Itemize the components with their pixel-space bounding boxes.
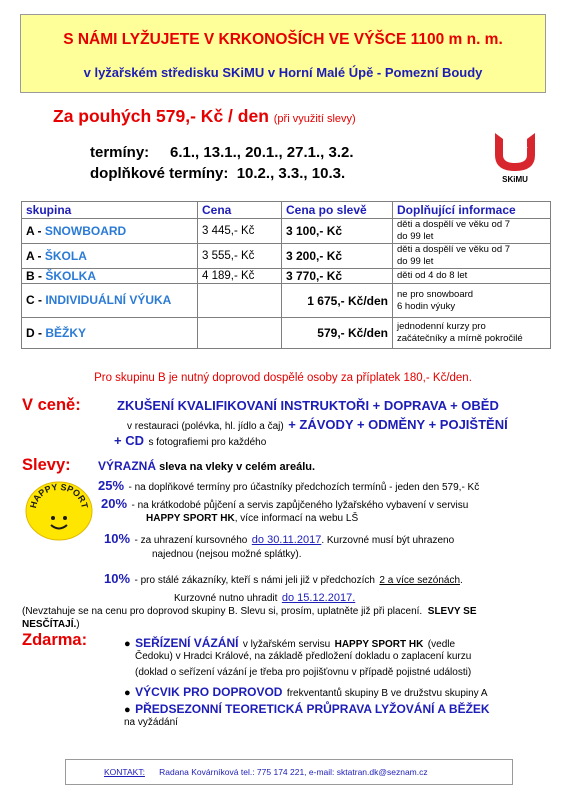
group-code: A - bbox=[26, 224, 45, 238]
header-discount: Cena po slevě bbox=[282, 202, 393, 219]
group-cell bbox=[22, 219, 198, 244]
free-bullet-1-line3: (doklad o seřízení vázání je třeba pro pojišťovnu v případě pojistné události) bbox=[135, 667, 472, 678]
free-bullet-1 bbox=[124, 634, 455, 652]
group-activity: ŠKOLKA bbox=[45, 269, 97, 283]
contact-line bbox=[104, 767, 428, 777]
group-cell bbox=[22, 318, 198, 349]
table-row bbox=[22, 284, 551, 318]
contact-email-link[interactable]: sktatran.dk@seznam.cz bbox=[336, 767, 428, 777]
group-activity: BĚŽKY bbox=[45, 326, 87, 340]
discount-cell: 3 770,- Kč bbox=[282, 269, 393, 284]
discount-cell: 1 675,- Kč/den bbox=[282, 284, 393, 318]
included-restaurant: v restauraci (polévka, hl. jídlo a čaj) bbox=[127, 421, 284, 432]
info-cell bbox=[393, 318, 551, 349]
skimu-logo bbox=[492, 127, 538, 187]
discount-percent: 10% bbox=[104, 571, 131, 586]
included-extras: + ZÁVODY + ODMĚNY + POJIŠTĚNÍ bbox=[288, 417, 508, 432]
included-line1: ZKUŠENÍ KVALIFIKOVANÍ INSTRUKTOŘI + DOPRAVA + OBĚD bbox=[117, 398, 499, 413]
discount-10-early bbox=[104, 530, 454, 548]
info-line: 6 hodin výuky bbox=[397, 300, 456, 312]
discount-text: - na doplňkové termíny pro účastníky předchozích termínů - jeden den 579,- Kč bbox=[128, 482, 480, 493]
discount-text: Kurzovné nutno uhradit bbox=[174, 593, 278, 604]
discounts-intro bbox=[98, 459, 315, 473]
info-line: začátečníky a mírně pokročilé bbox=[397, 333, 523, 344]
banner-title: S NÁMI LYŽUJETE V KRKONOŠÍCH VE VÝŠCE 1100 m n. m. bbox=[63, 31, 503, 48]
logo-text: SKiMU bbox=[502, 175, 528, 184]
price-table bbox=[21, 201, 551, 349]
free-item-bold: SEŘÍZENÍ VÁZÁNÍ bbox=[135, 636, 239, 650]
free-bullet-2 bbox=[124, 683, 488, 701]
info-cell bbox=[393, 219, 551, 244]
header-info: Doplňující informace bbox=[393, 202, 551, 219]
discount-text: . Kurzovné musí být uhrazeno bbox=[321, 535, 455, 546]
info-cell bbox=[393, 244, 551, 269]
free-item-text: frekventantů skupiny B ve družstvu skupiny A bbox=[286, 688, 488, 699]
discount-note-line2 bbox=[22, 619, 80, 630]
price-main: Za pouhých 579,- Kč / den bbox=[53, 106, 269, 126]
group-code: A - bbox=[26, 249, 45, 263]
intro-rest: sleva na vleky v celém areálu. bbox=[159, 461, 316, 473]
discount-10-loyal-line2 bbox=[174, 588, 355, 606]
price-cell: 4 189,- Kč bbox=[198, 269, 282, 284]
contact-text: Radana Kovárníková tel.: 775 174 221, e-mail: bbox=[159, 767, 335, 777]
group-code: B - bbox=[26, 269, 46, 283]
group-activity: SNOWBOARD bbox=[44, 224, 127, 238]
header-banner bbox=[20, 14, 546, 93]
discount-cell: 3 200,- Kč bbox=[282, 244, 393, 269]
info-cell bbox=[393, 269, 551, 284]
discount-note-line1 bbox=[22, 606, 477, 617]
group-cell bbox=[22, 244, 198, 269]
discount-20-line2 bbox=[146, 513, 358, 524]
sun-icon bbox=[24, 480, 94, 542]
price-line bbox=[53, 106, 356, 127]
discount-text: - pro stálé zákazníky, kteří s námi jeli již v předchozích bbox=[134, 575, 375, 586]
discount-percent: 20% bbox=[101, 496, 128, 511]
escort-note: Pro skupinu B je nutný doprovod dospělé osoby za příplatek 180,- Kč/den. bbox=[94, 372, 472, 384]
skier-logo-icon bbox=[492, 127, 538, 187]
discount-10-early-line2: najednou (nejsou možné splátky). bbox=[152, 549, 302, 560]
free-item-bold: VÝCVIK PRO DOPROVOD bbox=[135, 685, 283, 699]
table-row bbox=[22, 318, 551, 349]
discount-text: . bbox=[460, 575, 463, 586]
group-activity: ŠKOLA bbox=[44, 249, 87, 263]
bullet-icon: ● bbox=[124, 704, 131, 716]
happy-sport-logo bbox=[24, 480, 94, 542]
group-cell bbox=[22, 269, 198, 284]
group-code: C - bbox=[26, 293, 46, 307]
info-line: jednodenní kurzy pro bbox=[397, 321, 486, 332]
group-activity: INDIVIDUÁLNÍ VÝUKA bbox=[45, 293, 172, 307]
info-line: děti od 4 do 8 let bbox=[397, 270, 468, 281]
info-line: děti a dospělí ve věku od 7 bbox=[397, 219, 511, 230]
table-row bbox=[22, 219, 551, 244]
free-item-bold: PŘEDSEZONNÍ TEORETICKÁ PRŮPRAVA LYŽOVÁNÍ A BĚŽEK bbox=[135, 702, 490, 716]
discount-10-loyal bbox=[104, 570, 463, 588]
happy-sport-text: HAPPY SPORT bbox=[28, 481, 90, 510]
note-text: (Nevztahuje se na cenu pro doprovod skupiny B. Slevu si, prosím, uplatněte již při placení. bbox=[22, 606, 423, 617]
price-note: (při využití slevy) bbox=[273, 113, 356, 125]
extra-terms-line bbox=[90, 165, 345, 182]
contact-label: KONTAKT: bbox=[104, 767, 145, 777]
discount-text: , více informací na webu LŠ bbox=[234, 513, 359, 524]
group-code: D - bbox=[26, 326, 46, 340]
note-bold: SLEVY SE bbox=[427, 606, 477, 617]
group-cell bbox=[22, 284, 198, 318]
table-header-row bbox=[22, 202, 551, 219]
free-bullet-3-line2: na vyžádání bbox=[124, 717, 178, 728]
info-line: do 99 let bbox=[397, 231, 434, 242]
free-bullet-1-line2: Čedoku) v Hradci Králové, na základě předložení dokladu o zaplacení kurzu bbox=[135, 651, 472, 662]
price-cell bbox=[198, 318, 282, 349]
discount-percent: 10% bbox=[104, 531, 131, 546]
info-cell bbox=[393, 284, 551, 318]
table-row bbox=[22, 244, 551, 269]
discount-percent: 25% bbox=[98, 478, 125, 493]
extra-terms-label: doplňkové termíny: bbox=[90, 165, 229, 182]
header-price: Cena bbox=[198, 202, 282, 219]
free-item-text: (vedle bbox=[427, 639, 456, 650]
intro-bold: VÝRAZNÁ bbox=[98, 459, 157, 473]
discount-20 bbox=[101, 495, 468, 513]
deadline-link[interactable]: do 30.11.2017 bbox=[251, 534, 322, 546]
terms-label: termíny: bbox=[90, 144, 150, 161]
included-heading: V ceně: bbox=[22, 396, 81, 414]
bullet-icon: ● bbox=[124, 687, 131, 699]
terms-line bbox=[90, 144, 354, 161]
extra-terms-dates: 10.2., 3.3., 10.3. bbox=[236, 165, 346, 182]
terms-dates: 6.1., 13.1., 20.1., 27.1., 3.2. bbox=[170, 144, 354, 161]
included-cd: + CD bbox=[114, 433, 144, 448]
free-bullet-3 bbox=[124, 700, 490, 718]
included-cd-note: s fotografiemi pro každého bbox=[148, 437, 267, 448]
discount-text: - za uhrazení kursovného bbox=[134, 535, 248, 546]
shop-name: HAPPY SPORT HK bbox=[334, 639, 424, 650]
info-line: děti a dospělí ve věku od 7 bbox=[397, 244, 511, 255]
header-group: skupina bbox=[22, 202, 198, 219]
info-line: ne pro snowboard bbox=[397, 288, 474, 300]
info-line: do 99 let bbox=[397, 256, 434, 267]
price-cell: 3 555,- Kč bbox=[198, 244, 282, 269]
contact-footer bbox=[65, 759, 513, 785]
table-row bbox=[22, 269, 551, 284]
discount-25 bbox=[98, 477, 479, 495]
discounts-heading: Slevy: bbox=[22, 456, 71, 474]
note-bold: NESČÍTAJÍ. bbox=[22, 619, 77, 630]
banner-subtitle: v lyžařském středisku SKiMU v Horní Malé Úpě - Pomezní Boudy bbox=[83, 65, 483, 80]
free-heading: Zdarma: bbox=[22, 631, 88, 649]
deadline-link[interactable]: do 15.12.2017. bbox=[281, 592, 356, 604]
note-text: ) bbox=[76, 619, 80, 630]
included-line3 bbox=[114, 432, 266, 450]
seasons-text: 2 a více sezónách bbox=[379, 575, 461, 586]
price-cell: 3 445,- Kč bbox=[198, 219, 282, 244]
free-item-text: v lyžařském servisu bbox=[242, 639, 331, 650]
bullet-icon: ● bbox=[124, 638, 131, 650]
discount-cell: 579,- Kč/den bbox=[282, 318, 393, 349]
discount-text: - na krátkodobé půjčení a servis zapůjčeného lyžařského vybavení v servisu bbox=[131, 500, 469, 511]
discount-cell: 3 100,- Kč bbox=[282, 219, 393, 244]
shop-name: HAPPY SPORT HK bbox=[146, 513, 235, 524]
price-cell bbox=[198, 284, 282, 318]
